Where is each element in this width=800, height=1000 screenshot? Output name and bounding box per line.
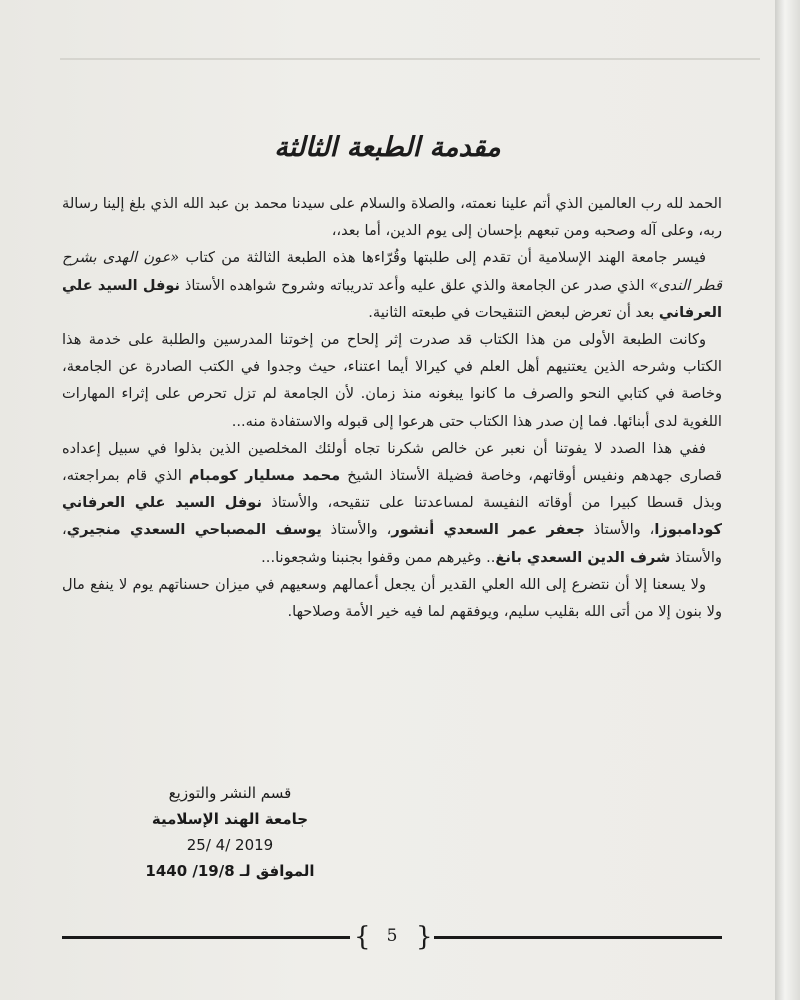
footer-bracket-right: } — [416, 922, 433, 952]
paragraph-text: فيسر جامعة الهند الإسلامية أن تقدم إلى طلبتها وقُرّاءها هذه الطبعة الثالثة من كتاب — [179, 249, 706, 267]
paragraph-text: ففي هذا الصدد لا يفوتنا أن نعبر عن خالص شكرنا تجاه أولئك المخلصين الذين بذلوا في سبيل إعداده قصارى جهدهم ونفيس أوقاتهم، وخاصة فضيلة الأستاذ الشيخ — [62, 439, 722, 485]
signature-date-hijri: الموافق لـ 19/8/ 1440 — [145, 862, 315, 880]
paragraph-text: الذي صدر عن الجامعة والذي علق عليه وأعد تدريباته وشروح شواهده الأستاذ — [180, 276, 650, 294]
signature-date-gregorian: 25/ 4/ 2019 — [186, 836, 274, 854]
header-rule — [60, 58, 760, 60]
contributor-name: جعفر عمر السعدي أنشور — [391, 521, 585, 539]
footer-rule-left — [62, 936, 350, 939]
signature-organization: جامعة الهند الإسلامية — [151, 810, 309, 828]
paragraph-history: وكانت الطبعة الأولى من هذا الكتاب قد صدرت إثر إلحاح من إخوتنا المدرسين والطلبة على خدمة هذا الكتاب وشرحه الذين يعتنيهم أهل العلم في كيرالا أيما اعتناء، حيث وجدوا في الكتب الصادرة عن الجامعة، وخاصة في كتابي النحو والصرف ما كانوا يبغونه منذ زمان. لأن الجامعة لم تزل تحرص على إثراء المهارات اللغوية لدى أبنائها. فما إن صدر هذا الكتاب حتى هرعوا إلى قبوله والاستفادة منه... — [62, 331, 722, 430]
paragraph-text: ، والأستاذ — [584, 521, 655, 539]
paragraph-opening: الحمد لله رب العالمين الذي أتم علينا نعمته، والصلاة والسلام على سيدنا محمد بن عبد الله الذي بلغ إلينا رسالة ربه، وعلى آله وصحبه ومن تبعهم بإحسان إلى يوم الدين، أما بعد،، — [62, 195, 722, 240]
preface-body — [62, 190, 722, 625]
footer-rule-right — [434, 936, 722, 939]
signature-block — [130, 780, 330, 884]
paragraph-prayer: ولا يسعنا إلا أن نتضرع إلى الله العلي القدير أن يجعل أعمالهم وسعيهم في ميزان حسناتهم يوم لا ينفع مال ولا بنون إلا من أتى الله بقليب سليم، ويوفقهم لما فيه خير الأمة وصلاحها. — [62, 575, 722, 621]
footer-bracket-left: { — [354, 922, 371, 952]
paragraph-thanks — [62, 435, 722, 571]
contributor-name: نوفل السيد علي العرفاني كودامبوزا — [62, 494, 722, 539]
page-edge — [775, 0, 800, 1000]
paragraph-text: ، والأستاذ — [321, 521, 392, 539]
signature-department: قسم النشر والتوزيع — [168, 784, 292, 802]
contributor-name: شرف الدين السعدي بانغ — [495, 548, 671, 566]
contributor-name: يوسف المصباحي السعدي منجيري — [66, 521, 322, 539]
contributor-name: محمد مسليار كومبام — [188, 467, 341, 485]
paragraph-edition — [62, 244, 722, 326]
page-number: 5 — [386, 926, 398, 946]
paragraph-text: .. وغيرهم ممن وقفوا بجنبنا وشجعونا... — [261, 548, 496, 566]
page-title: مقدمة الطبعة الثالثة — [274, 132, 501, 163]
paragraph-text: ، والأستاذ — [62, 521, 722, 566]
editor-name: نوفل السيد علي العرفاني — [62, 276, 722, 321]
paragraph-text: الذي قام بمراجعته، وبذل قسطا كبيرا من أوقاته النفيسة لمساعدتنا على تنقيحه، والأستاذ — [62, 467, 722, 512]
page-footer — [62, 922, 722, 952]
paragraph-text: بعد أن تعرض لبعض التنقيحات في طبعته الثانية. — [368, 303, 659, 321]
book-title: «عون الهدى بشرح قطر الندى» — [62, 249, 722, 294]
